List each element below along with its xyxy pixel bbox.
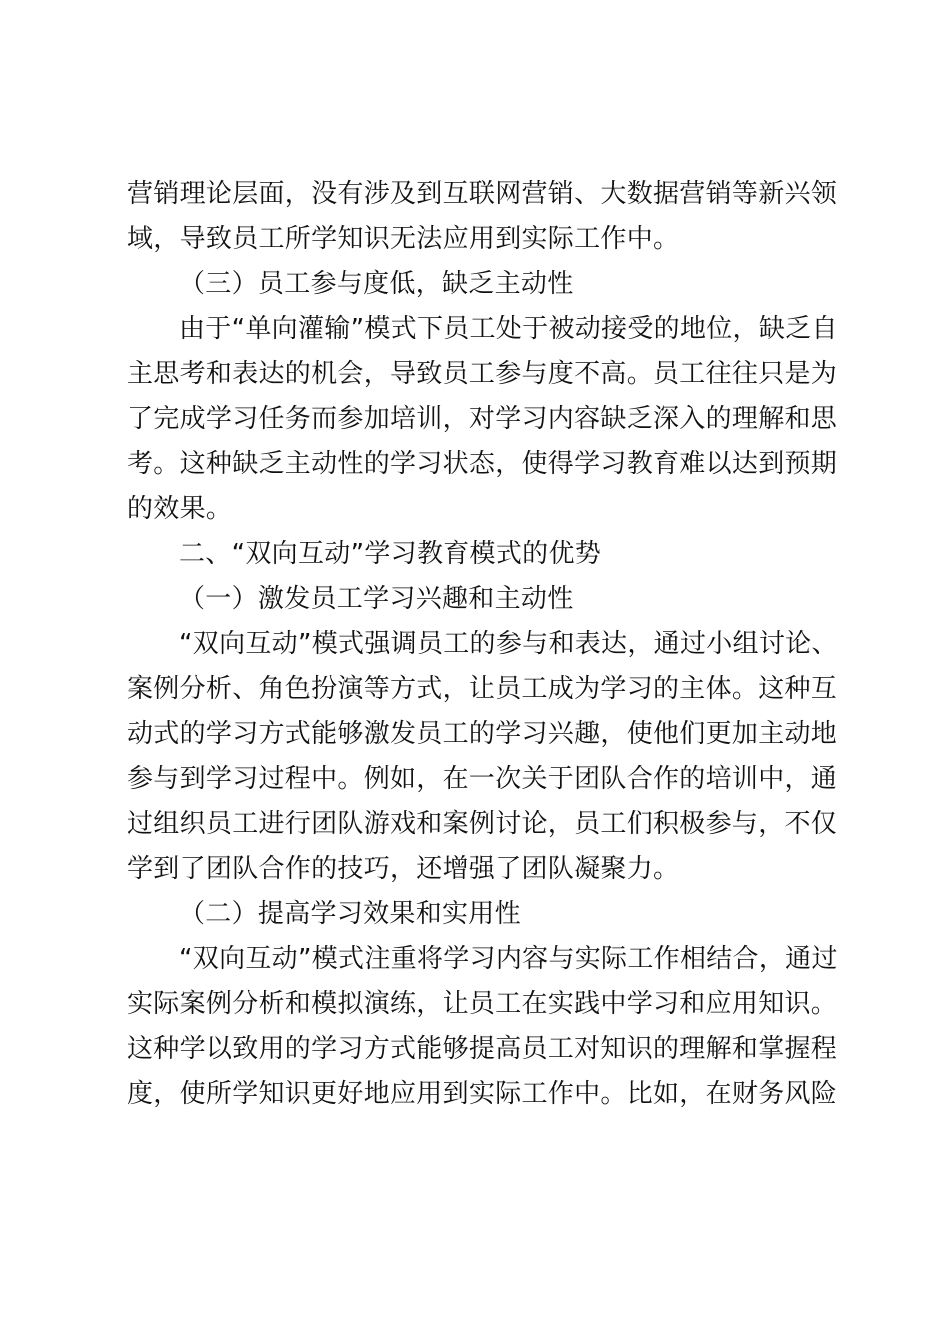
- paragraph-line: 过组织员工进行团队游戏和案例讨论，员工们积极参与，不仅: [127, 809, 838, 839]
- paragraph-line: 度，使所学知识更好地应用到实际工作中。比如，在财务风险: [127, 1079, 838, 1109]
- paragraph-line: 学到了团队合作的技巧，还增强了团队凝聚力。: [127, 854, 680, 884]
- paragraph-line: 营销理论层面，没有涉及到互联网营销、大数据营销等新兴领: [127, 179, 838, 209]
- paragraph-line: 的效果。: [127, 494, 233, 524]
- paragraph-line: 案例分析、角色扮演等方式，让员工成为学习的主体。这种互: [127, 674, 838, 704]
- paragraph-line: 了完成学习任务而参加培训，对学习内容缺乏深入的理解和思: [127, 404, 838, 434]
- paragraph-line: 这种学以致用的学习方式能够提高员工对知识的理解和掌握程: [127, 1034, 838, 1064]
- paragraph-line: 参与到学习过程中。例如，在一次关于团队合作的培训中，通: [127, 764, 838, 794]
- paragraph-line: 动式的学习方式能够激发员工的学习兴趣，使他们更加主动地: [127, 719, 838, 749]
- paragraph-line: 域，导致员工所学知识无法应用到实际工作中。: [127, 224, 680, 254]
- section-heading: （三）员工参与度低，缺乏主动性: [179, 269, 574, 299]
- paragraph-line: 考。这种缺乏主动性的学习状态，使得学习教育难以达到预期: [127, 449, 838, 479]
- paragraph-line: “双向互动”模式注重将学习内容与实际工作相结合，通过: [179, 944, 838, 974]
- section-heading: （二）提高学习效果和实用性: [179, 899, 521, 929]
- paragraph-line: 实际案例分析和模拟演练，让员工在实践中学习和应用知识。: [127, 989, 838, 1019]
- paragraph-line: 由于“单向灌输”模式下员工处于被动接受的地位，缺乏自: [179, 314, 838, 344]
- paragraph-line: 主思考和表达的机会，导致员工参与度不高。员工往往只是为: [127, 359, 838, 389]
- paragraph-line: “双向互动”模式强调员工的参与和表达，通过小组讨论、: [179, 629, 838, 659]
- section-heading: （一）激发员工学习兴趣和主动性: [179, 584, 574, 614]
- chapter-heading: 二、“双向互动”学习教育模式的优势: [179, 539, 602, 569]
